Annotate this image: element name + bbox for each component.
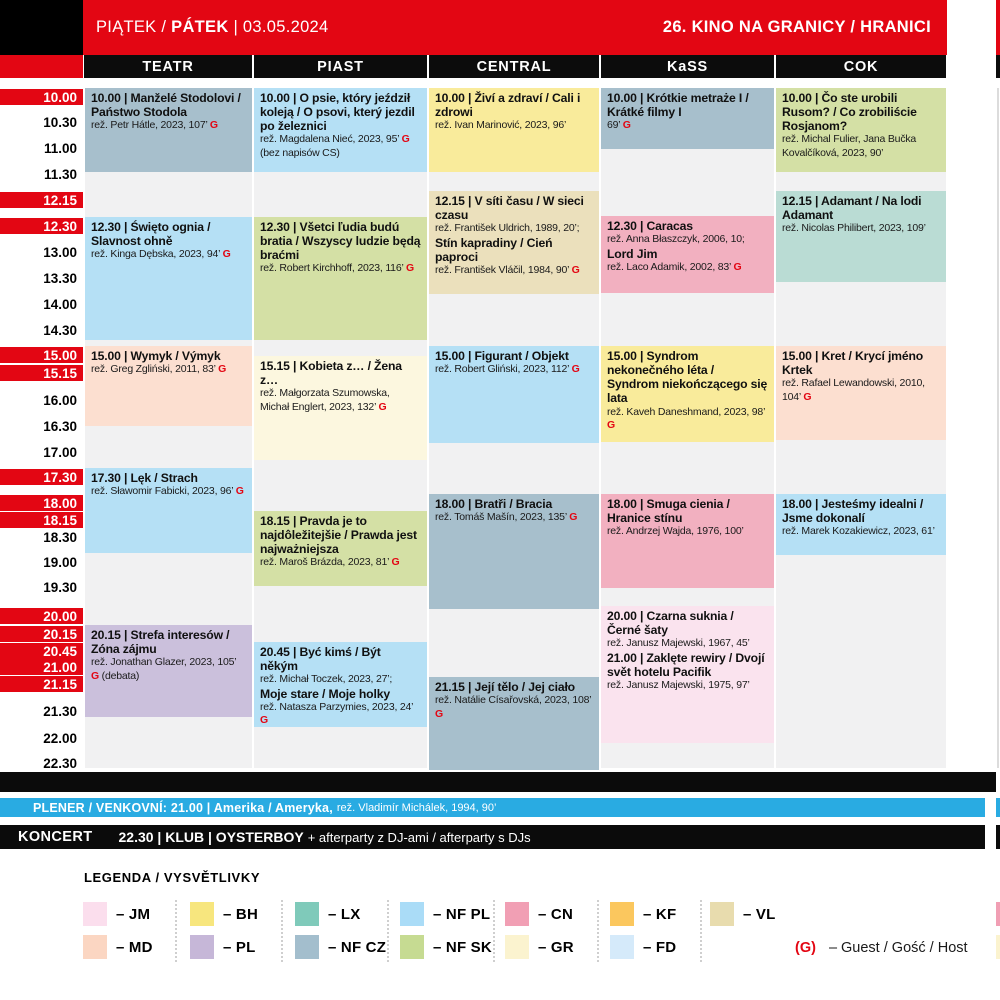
time-row: 10.30	[43, 114, 77, 130]
time-row: 21.15	[0, 676, 83, 692]
legend-swatch-lx	[295, 902, 319, 926]
plener-text: rež. Vladimír Michálek, 1994, 90’	[336, 801, 497, 814]
time-row: 15.15	[0, 365, 83, 381]
event-title: 21.00 | Zaklęte rewiry / Dvojí svět hotelu Pacifik	[607, 650, 765, 679]
event-credits: rež. Petr Hátle, 2023, 107’ G	[91, 119, 218, 132]
time-row: 14.30	[43, 322, 77, 338]
event-credits: rež. Magdalena Nieć, 2023, 95’ G	[260, 133, 410, 146]
event-block	[429, 677, 599, 770]
time-row: 18.00	[0, 495, 83, 511]
venue-header-teatr: TEATR	[84, 55, 252, 78]
event-title: 15.00 | Wymyk / Výmyk	[91, 349, 221, 363]
legend-separator	[175, 900, 177, 962]
schedule-bottom-bar	[0, 772, 996, 792]
time-row: 21.30	[43, 703, 77, 719]
edge-line	[997, 88, 999, 768]
event-title: 21.15 | Její tělo / Jej ciało	[435, 680, 575, 694]
event-credits: rež. Ivan Marinović, 2023, 96’	[435, 119, 567, 132]
event-credits: rež. Laco Adamik, 2002, 83’ G	[607, 260, 742, 273]
time-column-header	[0, 55, 83, 78]
time-row: 15.00	[0, 347, 83, 363]
time-row: 20.00	[0, 608, 83, 624]
event-title: 18.00 | Bratři / Bracia	[435, 497, 553, 511]
event-title: 10.00 | Krótkie metraże I / Krátké filmy I	[607, 91, 749, 120]
time-row: 16.00	[43, 392, 77, 408]
event-credits: rež. František Vláčil, 1984, 90’ G	[435, 264, 580, 276]
time-row: 16.30	[43, 418, 77, 434]
event-title: 18.00 | Jesteśmy idealni / Jsme dokonalí	[782, 497, 924, 526]
guest-mark: (G)	[795, 940, 816, 956]
legend-swatch-gr	[505, 935, 529, 959]
time-row: 12.30	[0, 218, 83, 234]
edge-sliver-blue	[996, 798, 1000, 817]
event-block	[85, 468, 252, 553]
legend-separator	[281, 900, 283, 962]
legend-swatch-md	[83, 935, 107, 959]
time-row: 18.15	[0, 512, 83, 528]
koncert-event: 22.30 | KLUB | OYSTERBOY	[118, 829, 304, 845]
plener-text-bold: PLENER / VENKOVNÍ: 21.00 | Amerika / Ameryka,	[33, 800, 333, 815]
legend-separator	[493, 900, 495, 962]
legend-separator	[387, 900, 389, 962]
event-title: 12.30 | Święto ognia / Slavnost ohně	[91, 220, 211, 249]
event-block	[601, 606, 774, 743]
legend-swatch-nfpl	[400, 902, 424, 926]
header-date: PIĄTEK / PÁTEK | 03.05.2024	[96, 18, 329, 36]
event-block	[776, 346, 946, 440]
time-row: 17.00	[43, 444, 77, 460]
event-title: 10.00 | Čo ste urobili Rusom? / Co zrobiliście Rosjanom?	[782, 91, 917, 134]
event-credits: rež. Janusz Majewski, 1975, 97’	[607, 679, 750, 691]
edge-sliver-red	[996, 0, 1000, 55]
event-block	[601, 88, 774, 149]
event-note: (bez napisów CS)	[260, 146, 340, 159]
time-row: 19.00	[43, 554, 77, 570]
time-row: 14.00	[43, 296, 77, 312]
legend-separator	[700, 900, 702, 962]
event-block	[254, 356, 427, 460]
time-row: 13.30	[43, 270, 77, 286]
event-credits: rež. Robert Kirchhoff, 2023, 116’ G	[260, 262, 414, 275]
time-row: 17.30	[0, 469, 83, 485]
event-credits: rež. Sławomir Fabicki, 2023, 96’ G	[91, 485, 244, 498]
event-block	[254, 217, 427, 340]
event-title: 12.15 | V síti času / W sieci czasu	[435, 194, 584, 223]
event-block	[601, 346, 774, 442]
event-title: 20.45 | Być kimś / Být někým	[260, 645, 381, 674]
edge-sliver-black	[996, 55, 1000, 78]
koncert-afterparty: + afterparty z DJ-ami / afterparty s DJs	[307, 829, 531, 845]
venue-header-cok: COK	[776, 55, 946, 78]
event-credits: rež. Kaveh Daneshmand, 2023, 98’ G	[607, 405, 765, 431]
time-row: 10.00	[0, 89, 83, 105]
edge-sliver-pink	[996, 902, 1000, 926]
event-block	[429, 494, 599, 609]
event-credits: rež. Kinga Dębska, 2023, 94’ G	[91, 248, 231, 261]
time-row: 20.45	[0, 643, 83, 659]
time-row: 13.00	[43, 244, 77, 260]
edge-sliver-black-2	[996, 825, 1000, 849]
legend-item-nfpl: – NF PL	[400, 902, 490, 926]
time-row: 20.15	[0, 626, 83, 642]
event-credits: rež. Janusz Majewski, 1967, 45’	[607, 637, 750, 650]
event-title: 15.00 | Syndrom nekonečného léta / Syndrom niekończącego się lata	[607, 349, 768, 406]
event-credits: rež. Marek Kozakiewicz, 2023, 61’	[782, 525, 935, 538]
event-title: 18.15 | Pravda je to najdôležitejšie / Prawda jest najważniejsza	[260, 514, 417, 557]
event-title: 18.00 | Smuga cienia / Hranice stínu	[607, 497, 730, 526]
guest-text: – Guest / Gość / Host	[828, 940, 968, 956]
legend-swatch-vl	[710, 902, 734, 926]
legend-item-nfsk: – NF SK	[400, 935, 492, 959]
event-block	[85, 88, 252, 172]
koncert-bar	[0, 825, 985, 849]
event-title: 12.15 | Adamant / Na lodi Adamant	[782, 194, 922, 223]
legend-swatch-nfcz	[295, 935, 319, 959]
event-credits: rež. Michal Fulier, Jana Bučka Kovalčíková, 2023, 90’	[782, 133, 917, 159]
venue-header-central: CENTRAL	[429, 55, 599, 78]
event-block	[254, 642, 427, 727]
event-block	[254, 88, 427, 172]
time-row: 18.30	[43, 529, 77, 545]
event-credits: rež. Maroš Brázda, 2023, 81’ G	[260, 556, 400, 569]
event-block	[429, 88, 599, 172]
time-row: 22.30	[43, 755, 77, 771]
event-credits: rež. Greg Zgliński, 2011, 83’ G	[91, 363, 227, 376]
event-credits: rež. Robert Gliński, 2023, 112’ G	[435, 363, 580, 376]
guest-note	[795, 940, 968, 956]
event-title: 17.30 | Lęk / Strach	[91, 471, 198, 485]
event-credits: rež. Rafael Lewandowski, 2010, 104’ G	[782, 377, 925, 403]
time-row: 22.00	[43, 730, 77, 746]
event-title: 10.00 | Živí a zdraví / Cali i zdrowi	[435, 91, 581, 120]
event-credits: G (debata)	[91, 669, 140, 682]
legend-item-fd: – FD	[610, 935, 676, 959]
legend-title: LEGENDA / VYSVĚTLIVKY	[84, 870, 261, 885]
koncert-label: KONCERT	[18, 829, 93, 845]
page-title: 26. KINO NA GRANICY / HRANICI	[662, 18, 931, 36]
event-block	[601, 216, 774, 293]
event-block	[776, 494, 946, 555]
legend-swatch-pl	[190, 935, 214, 959]
event-credits: 69’ G	[607, 119, 631, 132]
event-title: 12.30 | Caracas	[607, 219, 693, 233]
legend-swatch-fd	[610, 935, 634, 959]
time-row: 11.30	[43, 166, 77, 182]
event-title: 15.15 | Kobieta z… / Žena z…	[260, 359, 402, 388]
event-title: 10.00 | Manželé Stodolovi / Państwo Stodola	[91, 91, 241, 120]
event-title: Lord Jim	[607, 246, 658, 261]
event-block	[85, 346, 252, 426]
legend-item-jm: – JM	[83, 902, 150, 926]
event-title: 20.15 | Strefa interesów / Zóna zájmu	[91, 628, 230, 657]
legend-item-nfcz: – NF CZ	[295, 935, 386, 959]
event-title: 10.00 | O psie, który jeździł koleją / O psovi, který jezdil po železnici	[260, 91, 415, 134]
legend-item-vl: – VL	[710, 902, 775, 926]
event-block	[776, 191, 946, 282]
event-credits: rež. Michał Toczek, 2023, 27’;	[260, 673, 393, 686]
event-title: Stín kapradiny / Cień paproci	[435, 235, 553, 264]
event-block	[254, 511, 427, 586]
event-credits: rež. Anna Błaszczyk, 2006, 10;	[607, 233, 745, 246]
event-credits: rež. Natálie Císařovská, 2023, 108’ G	[435, 694, 592, 720]
event-block	[429, 346, 599, 443]
legend-item-pl: – PL	[190, 935, 255, 959]
venue-header-piast: PIAST	[254, 55, 427, 78]
event-credits: rež. Andrzej Wajda, 1976, 100’	[607, 525, 744, 538]
legend-swatch-bh	[190, 902, 214, 926]
legend-item-kf: – KF	[610, 902, 676, 926]
event-block	[601, 494, 774, 588]
event-credits: rež. Tomáš Mašín, 2023, 135’ G	[435, 511, 578, 524]
time-row: 11.00	[43, 140, 77, 156]
event-block	[85, 217, 252, 340]
event-credits: rež. Nicolas Philibert, 2023, 109’	[782, 222, 926, 235]
time-row: 12.15	[0, 192, 83, 208]
time-row: 19.30	[43, 579, 77, 595]
event-title: 15.00 | Kret / Krycí jméno Krtek	[782, 349, 924, 378]
event-title: Moje stare / Moje holky	[260, 686, 390, 701]
legend-item-md: – MD	[83, 935, 153, 959]
event-block	[776, 88, 946, 172]
legend-item-gr: – GR	[505, 935, 574, 959]
page-header	[83, 0, 947, 55]
event-credits: rež. František Uldrich, 1989, 20’;	[435, 222, 580, 235]
event-block	[429, 191, 599, 294]
plener-bar	[0, 798, 985, 817]
legend-item-bh: – BH	[190, 902, 258, 926]
legend-item-lx: – LX	[295, 902, 360, 926]
legend-swatch-kf	[610, 902, 634, 926]
time-row: 21.00	[0, 659, 83, 675]
event-title: 20.00 | Czarna suknia / Černé šaty	[607, 609, 734, 638]
event-block	[85, 625, 252, 717]
legend-swatch-jm	[83, 902, 107, 926]
event-credits: rež. Natasza Parzymies, 2023, 24’ G	[260, 700, 413, 727]
edge-sliver-cream	[996, 935, 1000, 959]
venue-header-kass: KaSS	[601, 55, 774, 78]
event-credits: rež. Małgorzata Szumowska, Michał Englert, 2023, 132’ G	[260, 387, 390, 413]
legend-item-cn: – CN	[505, 902, 573, 926]
event-title: 12.30 | Všetci ľudia budú bratia / Wszyscy ludzie będą braćmi	[260, 220, 421, 263]
legend-swatch-nfsk	[400, 935, 424, 959]
legend-swatch-cn	[505, 902, 529, 926]
event-credits: rež. Jonathan Glazer, 2023, 105’	[91, 656, 237, 669]
header-black-corner	[0, 0, 83, 55]
event-title: 15.00 | Figurant / Objekt	[435, 349, 569, 363]
legend-separator	[597, 900, 599, 962]
